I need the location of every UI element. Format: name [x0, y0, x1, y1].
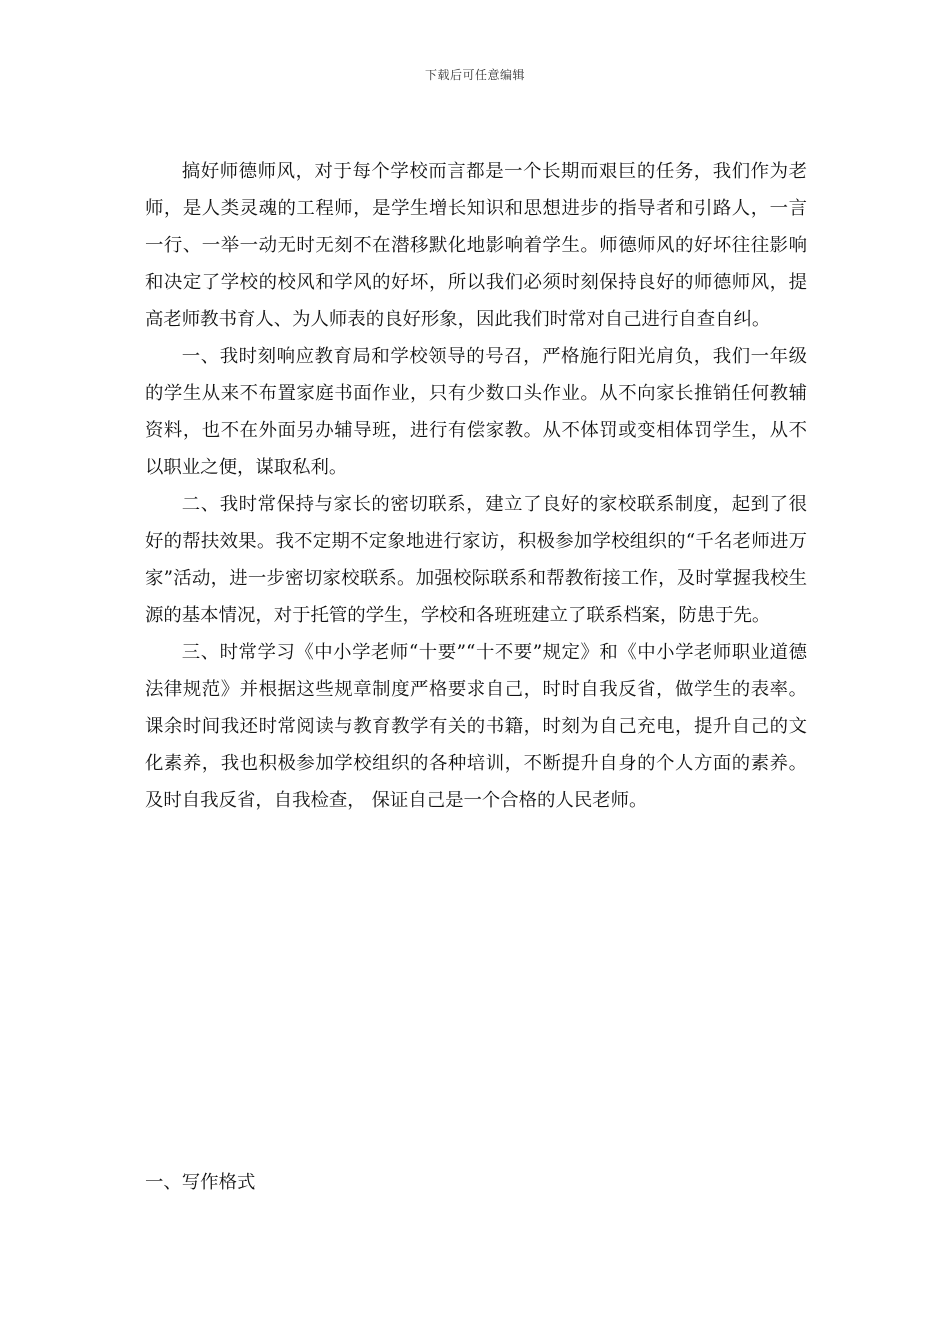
document-body: [145, 153, 807, 819]
paragraph-point-3: 三、时常学习《中小学老师“十要”“十不要”规定》和《中小学老师职业道德法律规范》并根据这些规章制度严格要求自己，时时自我反省，做学生的表率。课余时间我还时常阅读与教育教学有关的书籍，时刻为自己充电，提升自己的文化素养，我也积极参加学校组织的各种培训，不断提升自身的个人方面的素养。及时自我反省，自我检查， 保证自己是一个合格的人民老师。: [145, 642, 807, 811]
paragraph-point-2: 二、我时常保持与家长的密切联系，建立了良好的家校联系制度，起到了很好的帮扶效果。我不定期不定象地进行家访，积极参加学校组织的“千名老师进万家”活动，进一步密切家校联系。加强校际联系和帮教衔接工作，及时掌握我校生源的基本情况，对于托管的学生，学校和各班班建立了联系档案，防患于先。: [145, 494, 807, 626]
section-heading-writing-format: 一、写作格式: [145, 1172, 256, 1193]
page-header-note: 下载后可任意编辑: [424, 68, 525, 82]
paragraph-point-1: 一、我时刻响应教育局和学校领导的号召，严格施行阳光肩负，我们一年级的学生从来不布置家庭书面作业，只有少数口头作业。从不向家长推销任何教辅资料，也不在外面另办辅导班，进行有偿家教。从不体罚或变相体罚学生，从不以职业之便，谋取私利。: [145, 346, 807, 478]
paragraph-intro: 搞好师德师风，对于每个学校而言都是一个长期而艰巨的任务，我们作为老师，是人类灵魂的工程师，是学生增长知识和思想进步的指导者和引路人，一言一行、一举一动无时无刻不在潜移默化地影响着学生。师德师风的好坏往往影响和决定了学校的校风和学风的好坏，所以我们必须时刻保持良好的师德师风，提高老师教书育人、为人师表的良好形象，因此我们时常对自己进行自查自纠。: [145, 161, 807, 330]
